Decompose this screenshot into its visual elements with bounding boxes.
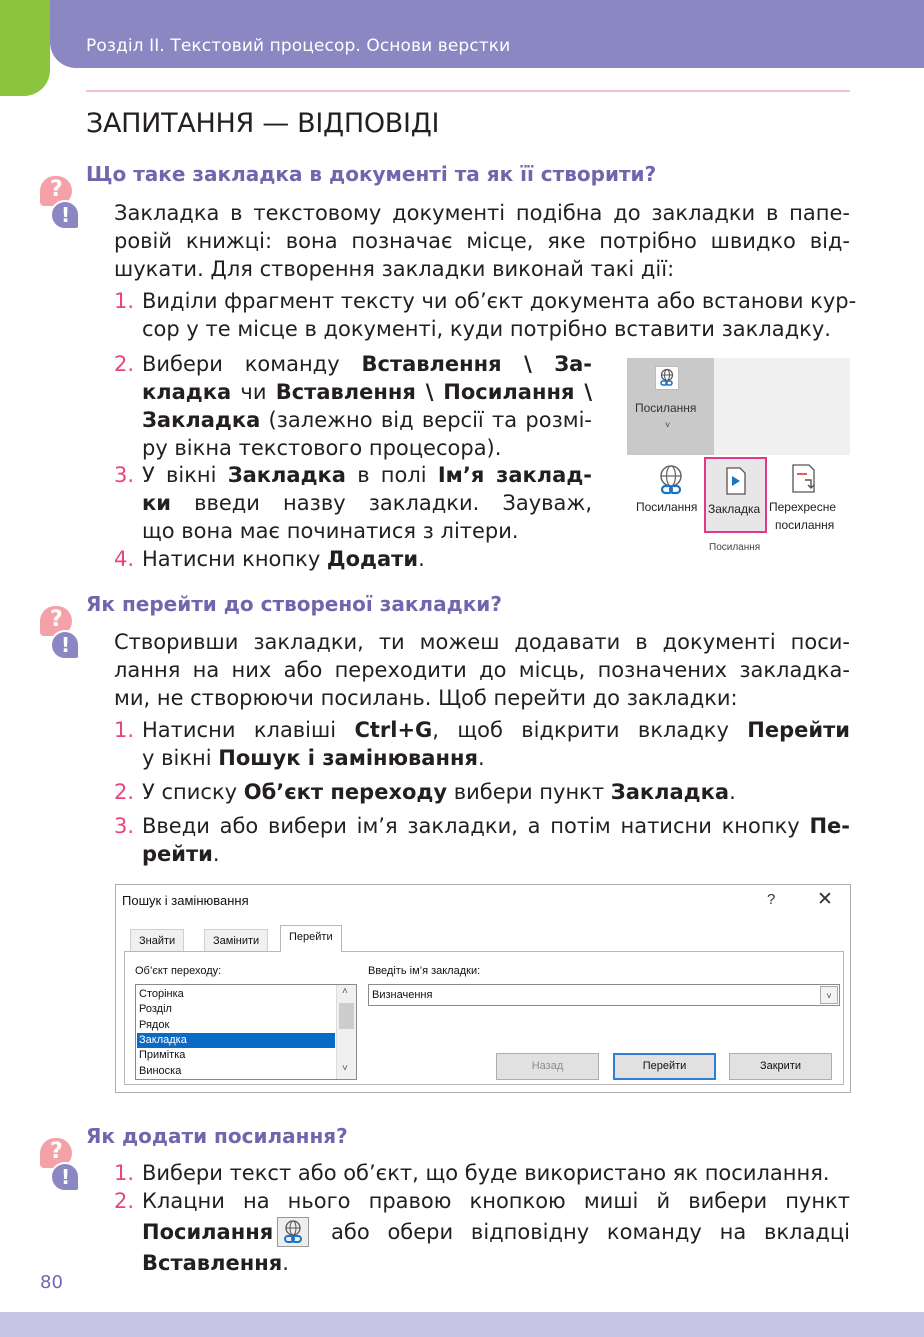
chevron-down-icon[interactable]: ˅: [820, 986, 838, 1004]
chevron-up-icon[interactable]: ˄: [342, 986, 348, 997]
question-heading: Як додати посилання?: [86, 1124, 348, 1148]
page-number: 80: [40, 1272, 63, 1293]
ribbon-links-dropdown[interactable]: [627, 358, 714, 455]
goto-panel: [124, 951, 844, 1085]
goto-what-label: Об’єкт переходу:: [135, 965, 222, 977]
bookmark-name-combo[interactable]: [368, 984, 840, 1006]
ribbon-links-button[interactable]: Посилання: [636, 500, 698, 514]
bookmark-icon: [723, 466, 749, 496]
question-answer-icon: ? !: [38, 176, 82, 232]
list-number: 3.: [114, 463, 135, 487]
question-heading: Що таке закладка в документі та як її створити?: [86, 162, 657, 186]
chevron-down-icon: ˅: [665, 420, 671, 430]
green-corner-tab: [0, 0, 50, 96]
ribbon-cross-reference-label[interactable]: Перехресне: [769, 500, 837, 514]
header-band: [50, 0, 924, 68]
bookmark-name-value: Визначення: [372, 989, 433, 1001]
tab-find[interactable]: Знайти: [130, 929, 184, 951]
goto-what-list[interactable]: [135, 984, 357, 1080]
ribbon-bookmark-label: Закладка: [708, 502, 761, 516]
link-globe-icon: [655, 366, 679, 390]
list-item[interactable]: Рядок: [139, 1018, 170, 1031]
globe-link-icon: [653, 462, 689, 498]
cross-reference-icon: [787, 462, 821, 496]
close-button[interactable]: Закрити: [729, 1053, 832, 1080]
tab-replace[interactable]: Замінити: [204, 929, 268, 951]
ribbon-links-label: Посилання: [635, 401, 697, 415]
link-globe-icon: [277, 1217, 309, 1247]
list-item[interactable]: Виноска: [139, 1064, 182, 1077]
ribbon-group-label: Посилання: [709, 542, 761, 553]
ribbon-cross-reference-label[interactable]: посилання: [775, 518, 835, 532]
list-scrollbar[interactable]: [336, 985, 356, 1079]
find-replace-dialog: [115, 884, 851, 1093]
list-item[interactable]: Сторінка: [139, 988, 184, 1000]
list-number: 1.: [114, 718, 135, 742]
question-answer-icon: ? !: [38, 606, 82, 662]
answer-paragraph: Закладка в текстовому документі подібна до закладки в папе- ровій книжці: вона позначає місце, яке потрібно швидко від- шукати. Для створення закладки виконай такі дії:: [114, 201, 850, 281]
tab-goto[interactable]: Перейти: [280, 925, 342, 952]
question-answer-icon: ? !: [38, 1138, 82, 1194]
ribbon-blank-area: [714, 358, 850, 455]
list-number: 2.: [114, 780, 135, 804]
scroll-thumb[interactable]: [339, 1003, 354, 1029]
answer-paragraph: Створивши закладки, ти можеш додавати в документі поси- лання на них або переходити до місць, позначених закладка- ми, не створюючи посилань. Щоб перейти до закладки:: [114, 630, 850, 710]
bookmark-name-label: Введіть ім’я закладки:: [368, 965, 481, 977]
list-number: 1.: [114, 289, 135, 313]
list-item[interactable]: Примітка: [139, 1049, 186, 1062]
list-item[interactable]: Розділ: [139, 1003, 172, 1016]
list-number: 2.: [114, 1189, 135, 1213]
section-title: ЗАПИТАННЯ — ВІДПОВІДІ: [86, 108, 440, 139]
chapter-title: Розділ II. Текстовий процесор. Основи верстки: [86, 36, 511, 56]
list-number: 3.: [114, 814, 135, 838]
question-heading: Як перейти до створеної закладки?: [86, 592, 502, 616]
ribbon-bookmark-button[interactable]: [704, 457, 767, 533]
list-item-selected[interactable]: Закладка: [137, 1033, 335, 1048]
list-number: 2.: [114, 352, 135, 376]
ribbon-screenshot: [627, 358, 850, 558]
list-number: 1.: [114, 1161, 135, 1185]
back-button[interactable]: Назад: [496, 1053, 599, 1080]
help-icon[interactable]: ?: [767, 891, 776, 908]
header-divider: [86, 90, 850, 92]
goto-button[interactable]: Перейти: [613, 1053, 716, 1080]
list-number: 4.: [114, 547, 135, 571]
chevron-down-icon[interactable]: ˅: [342, 1063, 348, 1074]
footer-band: [0, 1312, 924, 1337]
close-icon[interactable]: ✕: [817, 889, 833, 910]
dialog-title: Пошук і замінювання: [122, 893, 249, 908]
